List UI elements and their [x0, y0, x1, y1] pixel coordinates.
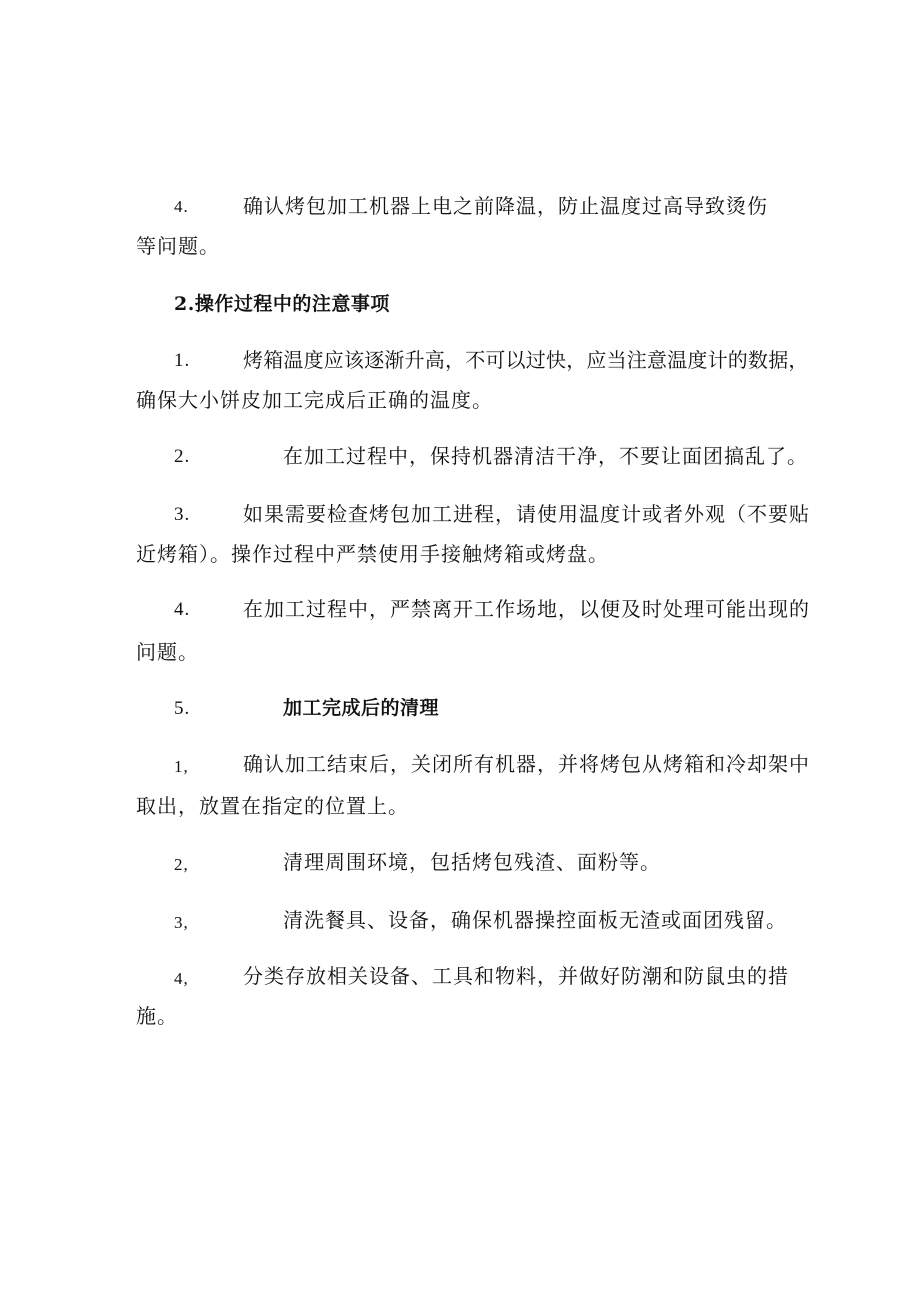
- item-text-line-2: 近烤箱）。操作过程中严禁使用手接触烤箱或烤盘。: [136, 542, 609, 566]
- item-text-line-1: 在加工过程中，保持机器清洁干净，不要让面团搞乱了。: [283, 444, 808, 468]
- item-text-line-2: 取出，放置在指定的位置上。: [136, 794, 409, 818]
- item-text-line-1: 清理周围环境，包括烤包残渣、面粉等。: [283, 850, 661, 874]
- item-number: 4.: [174, 197, 189, 216]
- item-text-line-1: 烤箱温度应该逐渐升高，不可以过快，应当注意温度计的数据，: [243, 348, 809, 372]
- item-text-line-2: 确保大小饼皮加工完成后正确的温度。: [136, 388, 493, 412]
- item-text-line-2: 等问题。: [136, 234, 220, 258]
- section-title: 加工完成后的清理: [283, 697, 440, 719]
- item-number: 4.: [174, 599, 191, 620]
- item-text-line-2: 施。: [136, 1004, 178, 1028]
- item-text-line-1: 在加工过程中，严禁离开工作场地，以便及时处理可能出现的: [243, 597, 810, 621]
- item-text-line-2: 问题。: [136, 640, 199, 664]
- item-number: 1,: [174, 757, 189, 776]
- item-text-line-1: 分类存放相关设备、工具和物料，并做好防潮和防鼠虫的措: [243, 964, 789, 988]
- item-number: 4,: [174, 969, 189, 988]
- section-number: 5.: [174, 698, 191, 719]
- item-number: 3,: [174, 913, 189, 932]
- item-number: 3.: [174, 504, 191, 525]
- item-text-line-1: 确认烤包加工机器上电之前降温，防止温度过高导致烫伤: [243, 194, 768, 218]
- item-text-line-1: 确认加工结束后，关闭所有机器，并将烤包从烤箱和冷却架中: [243, 752, 810, 776]
- item-number: 1.: [174, 350, 191, 371]
- section-heading-2: 2.操作过程中的注意事项: [174, 293, 390, 315]
- item-text-line-1: 清洗餐具、设备，确保机器操控面板无渣或面团残留。: [283, 908, 787, 932]
- item-text-line-1: 如果需要检查烤包加工进程，请使用温度计或者外观（不要贴: [243, 502, 810, 526]
- item-number: 2,: [174, 855, 189, 874]
- item-number: 2.: [174, 446, 191, 467]
